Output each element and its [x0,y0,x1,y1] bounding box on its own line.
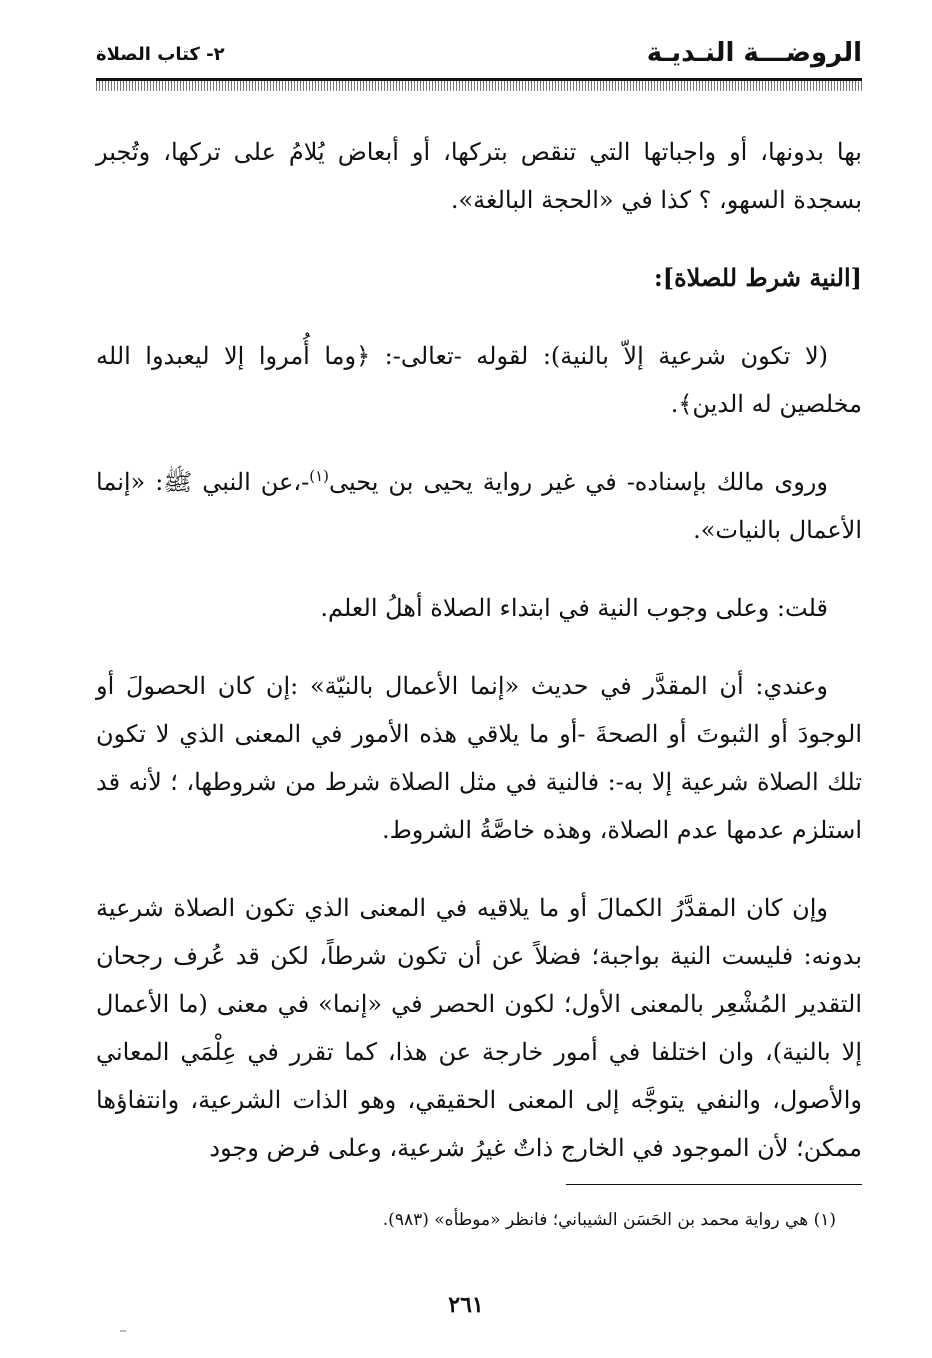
section-heading: [النية شرط للصلاة]: [653,263,862,292]
paragraph-3-text-a: وروى مالك بإسناده- في غير رواية يحيى بن يحيى [329,468,828,496]
paragraph-6: وإن كان المقدَّرُ الكمالَ أو ما يلاقيه في المعنى الذي تكون الصلاة شرعية بدونه: فليست النية بواجبة؛ فضلاً عن أن تكون شرطاً، لكن قد عُرف رجحان التقدير المُشْعِر بالمعنى الأول؛ لكون الحصر في «إنما» في معنى (ما الأعمال إلا بالنية)، وان اختلفا في أمور خارجة عن هذا، كما تقرر في عِلْمَي المعاني والأصول، والنفي يتوجَّه إلى المعنى الحقيقي، وهو الذات الشرعية، وانتفاؤها ممكن؛ لأن الموجود في الخارج ذاتٌ غيرُ شرعية، وعلى فرض وجود [96,894,863,1162]
page-number: ٢٦١ [448,1292,484,1318]
paragraph-3-text-b: -،عن النبي ﷺ: «إنما الأعمال بالنيات». [96,468,862,544]
running-header [96,38,862,98]
paragraph-5: وعندي: أن المقدَّر في حديث «إنما الأعمال بالنيّة» :إن كان الحصولَ أو الوجودَ أو الثبوتَ أو الصحةَ -أو ما يلاقي هذه الأمور في المعنى الذي لا تكون تلك الصلاة شرعية إلا به-: فالنية في مثل الصلاة شرط من شروطها، ؛ لأنه قد استلزم عدمها عدم الصلاة، وهذه خاصَّةُ الشروط. [96,672,862,844]
paragraph-4: قلت: وعلى وجوب النية في ابتداء الصلاة أهلُ العلم. [320,594,828,622]
header-rule [96,78,862,91]
scan-speck [120,1330,126,1332]
paragraph-3 [96,458,862,554]
book-title: الروضـــة النـديـة [646,38,862,68]
footnote-marker: (١) [309,467,329,485]
footnote: (١) هي رواية محمد بن الحَسَن الشيباني؛ فانظر «موطأه» (٩٨٣). [382,1210,836,1230]
footnote-separator [566,1184,862,1185]
chapter-title: ٢- كتاب الصلاة [96,44,225,65]
page-body [96,128,862,1202]
paragraph-2: (لا تكون شرعية إلاّ بالنية): لقوله -تعالى-: ﴿وما أُمروا إلا ليعبدوا الله مخلصين له الدين﴾. [96,342,862,418]
paragraph-1: بها بدونها، أو واجباتها التي تنقص بتركها، أو أبعاض يُلامُ على تركها، وتُجبر بسجدة السهو، ؟ كذا في «الحجة البالغة». [96,138,862,214]
